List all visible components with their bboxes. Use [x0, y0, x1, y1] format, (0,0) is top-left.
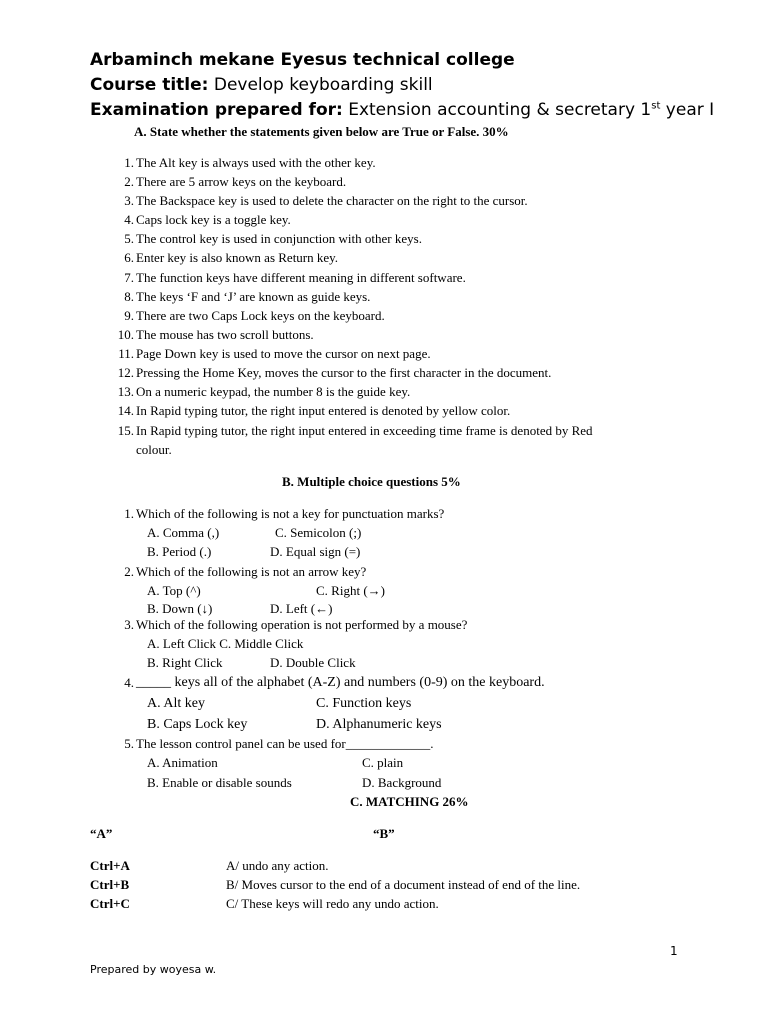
option-a: A. Top (^) — [147, 583, 201, 598]
option-d: D. Alphanumeric keys — [316, 717, 442, 732]
section-a-title: A. State whether the statements given below are True or False. 30% — [134, 124, 509, 139]
option-d: D. Left (←) — [270, 601, 333, 616]
college-name: Arbaminch mekane Eyesus technical college — [90, 50, 515, 70]
option-a: A. Left Click C. Middle Click — [147, 636, 304, 651]
column-b-header: “B” — [373, 826, 395, 841]
question-text: The lesson control panel can be used for_____________. — [136, 736, 434, 751]
question-number: 4. — [124, 675, 134, 690]
question-text: Which of the following is not a key for punctuation marks? — [136, 506, 445, 521]
section-b-title: B. Multiple choice questions 5% — [282, 474, 461, 489]
option-a: A. Alt key — [147, 696, 205, 711]
page-number: 1 — [670, 944, 678, 958]
footer: Prepared by woyesa w. — [90, 963, 217, 976]
option-d: D. Equal sign (=) — [270, 544, 361, 559]
option-d: D. Background — [362, 775, 442, 790]
question-text: _____ keys all of the alphabet (A-Z) and numbers (0-9) on the keyboard. — [136, 675, 545, 690]
option-c: C. Function keys — [316, 696, 412, 711]
question-text: Which of the following is not an arrow key? — [136, 564, 367, 579]
question-text: Which of the following operation is not performed by a mouse? — [136, 617, 468, 632]
option-b: B. Enable or disable sounds — [147, 775, 292, 790]
option-c: C. plain — [362, 755, 404, 770]
option-d: D. Double Click — [270, 655, 356, 670]
option-c: C. Semicolon (;) — [275, 525, 362, 540]
exam-prepared-for: Examination prepared for: Extension accounting & secretary 1st year I — [90, 100, 715, 120]
option-a: A. Comma (,) — [147, 525, 220, 540]
question-number: 1. — [124, 506, 134, 521]
option-b: B. Right Click — [147, 655, 223, 670]
question-number: 2. — [124, 564, 134, 579]
column-a-header: “A” — [90, 826, 113, 841]
question-number: 3. — [124, 617, 134, 632]
course-title: Course title: Develop keyboarding skill — [90, 75, 433, 95]
section-c-title: C. MATCHING 26% — [350, 794, 469, 809]
option-b: B. Caps Lock key — [147, 717, 248, 732]
option-c: C. Right (→) — [316, 583, 385, 598]
option-b: B. Period (.) — [147, 544, 212, 559]
question-number: 5. — [124, 736, 134, 751]
option-b: B. Down (↓) — [147, 601, 213, 616]
option-a: A. Animation — [147, 755, 218, 770]
